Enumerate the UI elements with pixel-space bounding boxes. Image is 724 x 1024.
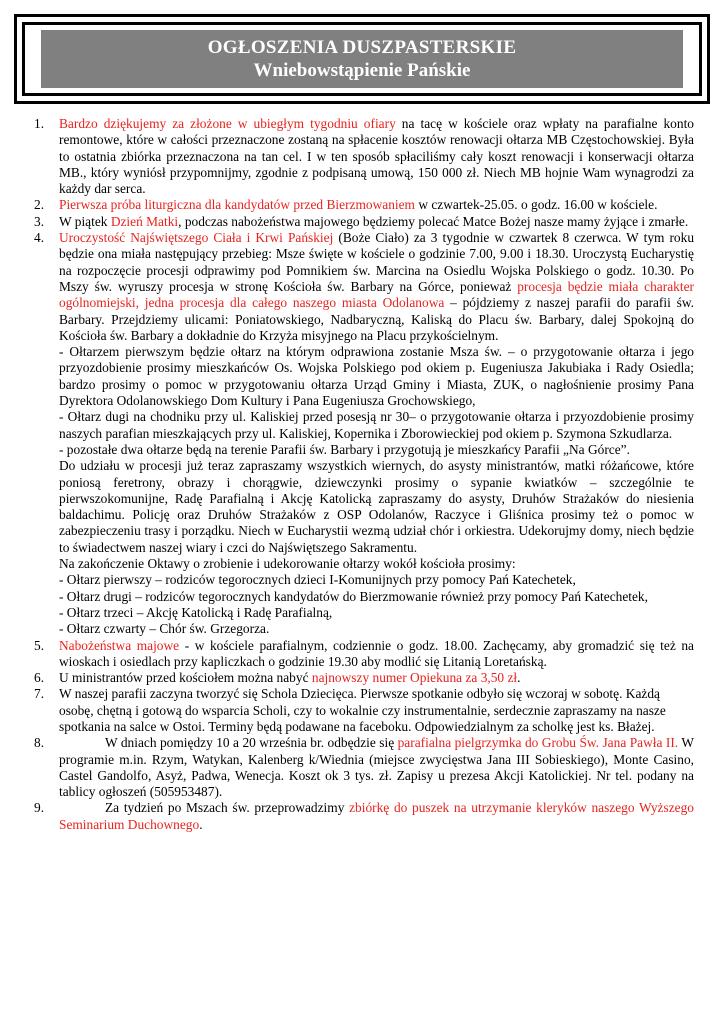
body-text: . — [517, 670, 521, 686]
item-number: 4. — [34, 230, 45, 246]
announcement-item-7 — [0, 686, 724, 735]
altar-line: - Ołtarz trzeci – Akcję Katolicką i Radę Parafialną, — [59, 604, 333, 620]
invitation-paragraph: Do udziału w procesji już teraz zapraszamy wszystkich wiernych, do asysty ministrantów, matki różańcowe, które poniosą feretrony, obrazy i chorągwie, dziewczynki prosimy o sypanie kwiatków – szczególnie te pierwszokomunijne, Radę Parafialną i Akcję Katolicką zapraszamy do asysty, Druhów Strażaków do niesienia baldachimu. Policję oraz Druhów Strażaków z OSP Odolanów, Raczyce i Gliśnica prosimy też o pomoc w zabezpieczeniu trasy i porządku. Niech w Eucharystii wezmą udział chór i orkiestra. Udekorujmy domy, niech będzie to świadectwem naszej wiary i czci do Najświętszego Sakramentu. — [59, 458, 694, 555]
page-title: OGŁOSZENIA DUSZPASTERSKIE — [207, 37, 517, 58]
highlight-text: Bardzo dziękujemy za złożone w ubiegłym tygodniu ofiary — [59, 116, 396, 131]
highlight-text: Nabożeństwa majowe — [59, 637, 180, 653]
highlight-text: zbiórkę do puszek na utrzymanie kleryków naszego Wyższego Seminarium Duchownego — [59, 800, 694, 832]
highlight-text: Dzień Matki — [110, 213, 179, 229]
body-text: - w kościele parafialnym, codziennie o godz. 18.00. Zachęcamy, aby gromadzić się też na wioskach i osiedlach przy kapliczkach o godzinie 19.30 aby modlić się Litanią Loretańską. — [59, 637, 694, 669]
body-text: – pójdziemy z naszej parafii do parafii św. Barbary. Przejdziemy ulicami: Poniatowskiego, Nadbaryczną, Kaliską do Placu św. Barbary, dalej Spokojną do Kościoła św. Barbary a dokładnie do Krzyża misyjnego na Placu przykościelnym. — [59, 295, 694, 343]
item-number: 1. — [34, 116, 45, 131]
announcement-item-8 — [0, 735, 724, 800]
body-text: W naszej parafii zaczyna tworzyć się Schola Dziecięca. Pierwsze spotkanie odbyło się wczoraj w sobotę. Każdą osobę, chętną i gotową do wsparcia Scholi, czy to wokalnie czy instrumentalnie, serdecznie zapraszamy na nasze spotkania na salce w Ostoi. Terminy będą podawane na faceboku. Odpowiedzialnym za scholkę jest ks. Błażej. — [59, 686, 666, 734]
announcement-item-4 — [0, 230, 724, 637]
header-banner-fill — [41, 30, 683, 88]
announcement-item-5 — [0, 638, 724, 671]
announcement-item-9 — [0, 800, 724, 833]
altar-line: - Ołtarz pierwszy – rodziców tegorocznych dzieci I-Komunijnych przy pomocy Pań Katechetek, — [59, 572, 576, 588]
announcement-item-3 — [0, 214, 724, 230]
item-number: 6. — [34, 670, 45, 686]
body-text: Za tydzień po Mszach św. przeprowadzimy — [105, 800, 350, 816]
announcement-item-1 — [0, 116, 724, 197]
page-subtitle: Wniebowstąpienie Pańskie — [253, 60, 471, 81]
altar-line: - Ołtarz drugi – rodziców tegorocznych kandydatów do Bierzmowanie również przy pomocy Pań Katechetek, — [59, 588, 648, 604]
announcements-list — [0, 116, 724, 833]
altar-line: - pozostałe dwa ołtarze będą na terenie Parafii św. Barbary i przygotują je mieszkańcy Parafii „Na Górce”. — [59, 441, 630, 457]
altar-line: - Ołtarz dugi na chodniku przy ul. Kaliskiej przed posesją nr 30– o przygotowanie ołtarza i przyozdobienie prosimy naszych parafian mieszkających przy ul. Kaliskiej, Kopernika i Zborowieckiej pod okiem p. Szymona Szkudlarza. — [59, 409, 694, 441]
announcement-item-6 — [0, 670, 724, 686]
highlight-text: procesja będzie miała charakter ogólnomiejski, jedna procesja dla całego naszego miasta Odolanowa — [59, 278, 694, 311]
item-number: 2. — [34, 197, 45, 213]
highlight-text: Pierwsza próba liturgiczna dla kandydatów przed Bierzmowaniem — [59, 197, 415, 213]
highlight-text: Uroczystość Najświętszego Ciała i Krwi Pańskiej — [59, 230, 334, 246]
octave-intro: Na zakończenie Oktawy o zrobienie i udekorowanie ołtarzy wokół kościoła prosimy: — [59, 556, 516, 572]
altar-line: - Ołtarzem pierwszym będzie ołtarz na którym odprawiona zostanie Msza św. – o przygotowanie ołtarza i jego przyozdobienie prosimy mieszkańców Os. Wojska Polskiego pod okiem p. Eugeniusza Jakubiaka i Rady Osiedla; bardzo prosimy o pomoc w przygotowaniu ołtarza Urząd Gminy i Miasta, ZUK, o nagłośnienie prosimy Pana Dyrektora Odolanowskiego Dom Kultury i Pana Eugeniusza Grochowskiego, — [59, 344, 694, 409]
highlight-text: najnowszy numer Opiekuna za 3,50 zł — [311, 670, 518, 686]
item-number: 8. — [34, 735, 45, 751]
body-text: W piątek — [59, 213, 111, 229]
item-number: 9. — [34, 800, 45, 816]
body-text: . — [199, 816, 203, 832]
item-number: 5. — [34, 637, 45, 653]
altar-line: - Ołtarz czwarty – Chór św. Grzegorza. — [59, 621, 270, 637]
body-text: na tacę w kościele oraz wpłaty na parafialne konto remontowe, które w całości przeznaczone zostaną na spłacenie kosztów renowacji ołtarza MB Częstochowskiej. Była to ostatnia zbiórka przeznaczona na tan cel. I w ten sposób spłaciliśmy cały koszt renowacji i konserwacji ołtarza MB., który wyniósł przypomnijmy, zgodnie z podpisaną umową, 150 000 zł. Niech MB hojnie Wam wynagrodzi za każdy dar serca. — [59, 116, 694, 197]
header-banner-frame — [22, 22, 702, 96]
body-text: , podczas nabożeństwa majowego będziemy polecać Matce Bożej nasze mamy żyjące i zmarłe. — [178, 213, 689, 229]
body-text: U ministrantów przed kościołem można nabyć — [59, 670, 312, 686]
header-banner — [14, 14, 710, 104]
body-text: W dniach pomiędzy 10 a 20 września br. odbędzie się — [105, 735, 398, 751]
body-text: (Boże Ciało) za 3 tygodnie w czwartek 8 czerwca. W tym roku będzie ona miała następujący przebieg: Msze święte w kościele o godzinie 7.00, 9.00 i 18.30. Uroczystą Eucharystię na rozpoczęcie procesji odprawimy pod Pomnikiem św. Marcina na Osiedlu Wojska Polskiego o godz. 10.30. Po Mszy św. wyruszy procesja w stronę Kościoła św. Barbary na Górce, ponieważ — [59, 230, 695, 294]
announcement-item-2 — [0, 197, 724, 213]
item-number: 3. — [34, 213, 45, 229]
highlight-text: parafialna pielgrzymka do Grobu Św. Jana Pawła II. — [397, 735, 679, 751]
body-text: w czwartek-25.05. o godz. 16.00 w kościele. — [414, 197, 658, 213]
item-number: 7. — [34, 686, 45, 702]
body-text: W programie m.in. Rzym, Watykan, Kalenberg k/Wiednia (miejsce zwycięstwa Jana III Sobieskiego), Monte Casino, Castel Gandolfo, Asyż, Padwa, Wenecja. Koszt ok 3 tys. zł. Zapisy u prezesa Akcji Katolickiej. Nr tel. podany na tablicy ogłoszeń (505953487). — [59, 735, 694, 800]
